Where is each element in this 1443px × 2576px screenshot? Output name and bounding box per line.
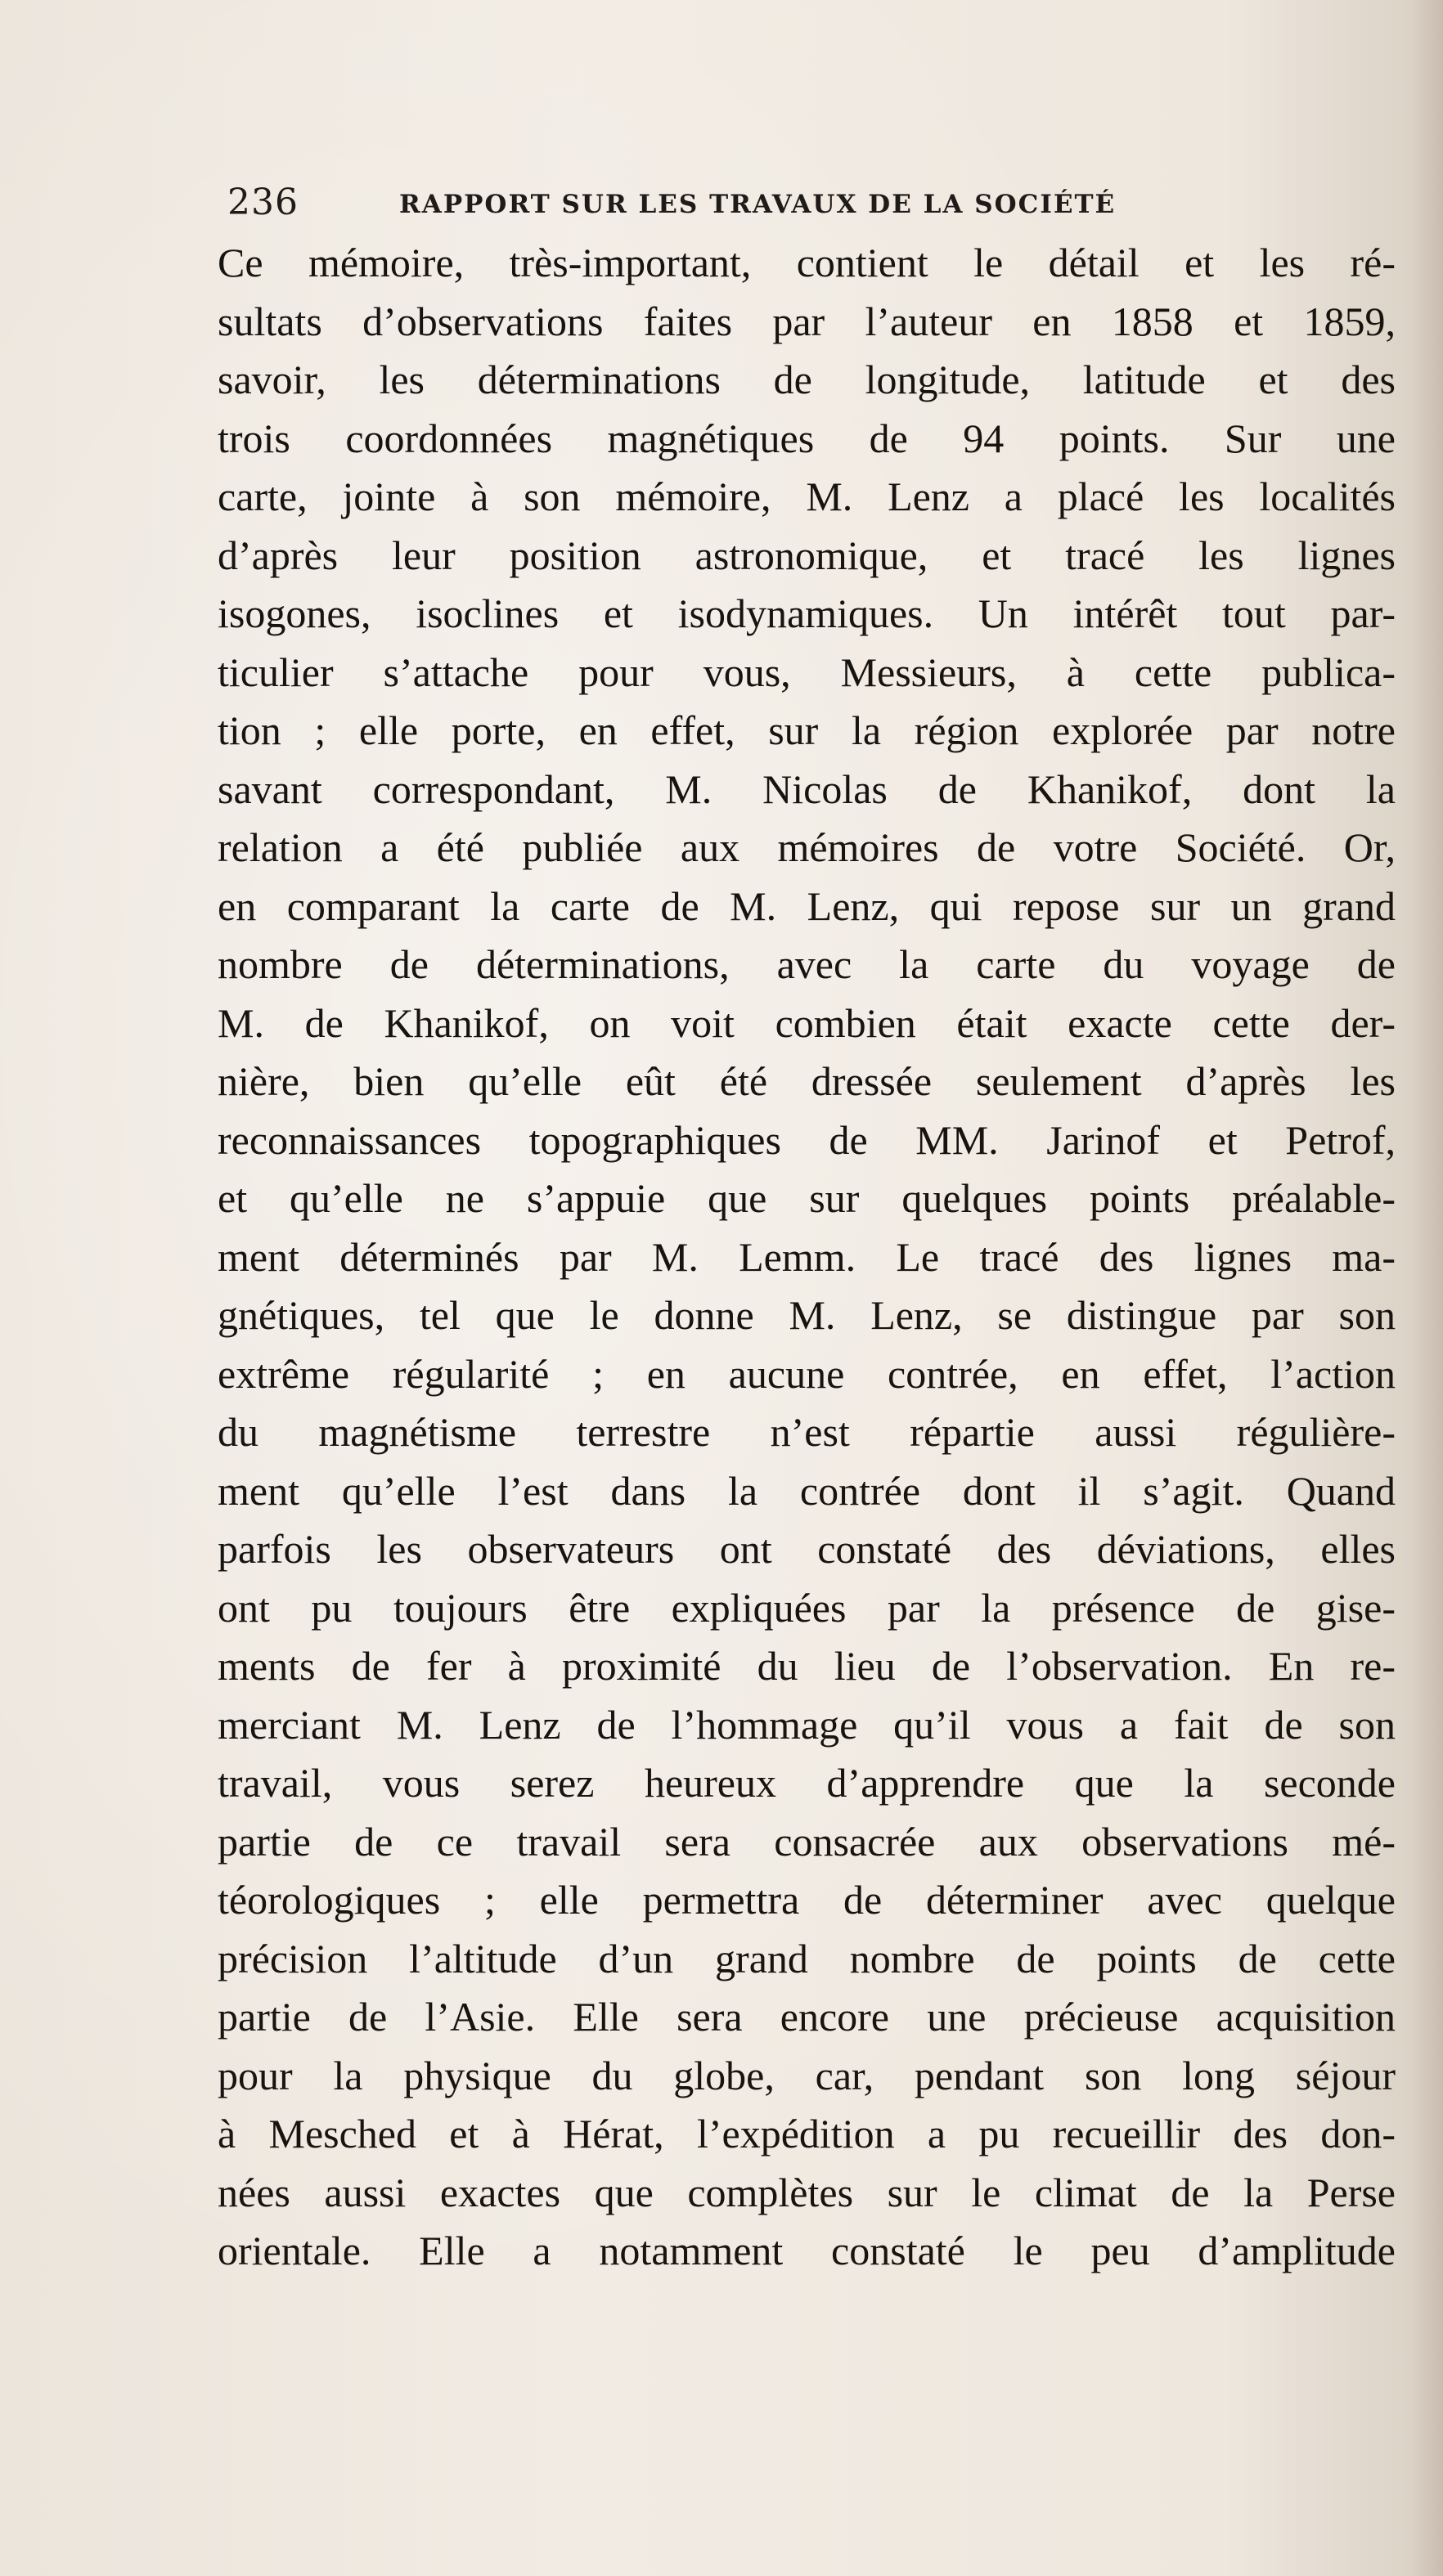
text-line: ment déterminés par M. Lemm. Le tracé des lignes ma- (218, 1233, 1396, 1280)
running-head (227, 178, 1234, 227)
text-line: partie de ce travail sera consacrée aux observations mé- (218, 1818, 1396, 1865)
text-line: orientale. Elle a notamment constaté le peu d’amplitude (218, 2228, 1396, 2273)
text-line: nière, bien qu’elle eût été dressée seulement d’après les (218, 1058, 1396, 1104)
text-line: trois coordonnées magnétiques de 94 points. Sur une (218, 415, 1396, 461)
text-line: travail, vous serez heureux d’apprendre que la seconde (218, 1760, 1396, 1806)
text-line: M. de Khanikof, on voit combien était exacte cette der- (218, 999, 1396, 1046)
text-line: et qu’elle ne s’appuie que sur quelques points préalable- (218, 1175, 1396, 1221)
text-line: téorologiques ; elle permettra de déterminer avec quelque (218, 1877, 1396, 1923)
text-line: en comparant la carte de M. Lenz, qui repose sur un grand (218, 882, 1396, 929)
body-text (218, 234, 1396, 2281)
text-line: Ce mémoire, très-important, contient le détail et les ré- (218, 240, 1396, 285)
text-line: d’après leur position astronomique, et tracé les lignes (218, 532, 1396, 578)
text-line: ment qu’elle l’est dans la contrée dont il s’agit. Quand (218, 1467, 1396, 1514)
text-line: savoir, les déterminations de longitude, latitude et des (218, 357, 1396, 402)
text-line: nombre de déterminations, avec la carte du voyage de (218, 941, 1396, 987)
text-line: parfois les observateurs ont constaté des déviations, elles (218, 1526, 1396, 1572)
text-line: savant correspondant, M. Nicolas de Khanikof, dont la (218, 765, 1396, 812)
text-line: ments de fer à proximité du lieu de l’observation. En re- (218, 1643, 1396, 1689)
text-line: relation a été publiée aux mémoires de votre Société. Or, (218, 824, 1396, 870)
text-line: pour la physique du globe, car, pendant son long séjour (218, 2052, 1396, 2098)
text-line: sultats d’observations faites par l’auteur en 1858 et 1859, (218, 298, 1396, 344)
text-line: isogones, isoclines et isodynamiques. Un intérêt tout par- (218, 590, 1396, 636)
text-line: tion ; elle porte, en effet, sur la région explorée par notre (218, 707, 1396, 753)
text-line: merciant M. Lenz de l’hommage qu’il vous a fait de son (218, 1701, 1396, 1748)
text-line: ont pu toujours être expliquées par la présence de gise- (218, 1584, 1396, 1631)
page-edge-shadow (1410, 0, 1443, 2576)
running-head-title: RAPPORT SUR LES TRAVAUX DE LA SOCIÉTÉ (399, 190, 1117, 219)
text-line: extrême régularité ; en aucune contrée, en effet, l’action (218, 1350, 1396, 1397)
page-number: 236 (227, 182, 299, 223)
text-line: à Mesched et à Hérat, l’expédition a pu recueillir des don- (218, 2111, 1396, 2156)
text-line: du magnétisme terrestre n’est répartie aussi régulière- (218, 1409, 1396, 1455)
text-line: précision l’altitude d’un grand nombre de points de cette (218, 1935, 1396, 1981)
text-line: reconnaissances topographiques de MM. Jarinof et Petrof, (218, 1116, 1396, 1163)
text-line: gnétiques, tel que le donne M. Lenz, se distingue par son (218, 1292, 1396, 1338)
text-line: nées aussi exactes que complètes sur le climat de la Perse (218, 2169, 1396, 2215)
text-line: ticulier s’attache pour vous, Messieurs, à cette publica- (218, 648, 1396, 695)
text-line: carte, jointe à son mémoire, M. Lenz a placé les localités (218, 473, 1396, 519)
text-line: partie de l’Asie. Elle sera encore une précieuse acquisition (218, 1994, 1396, 2040)
